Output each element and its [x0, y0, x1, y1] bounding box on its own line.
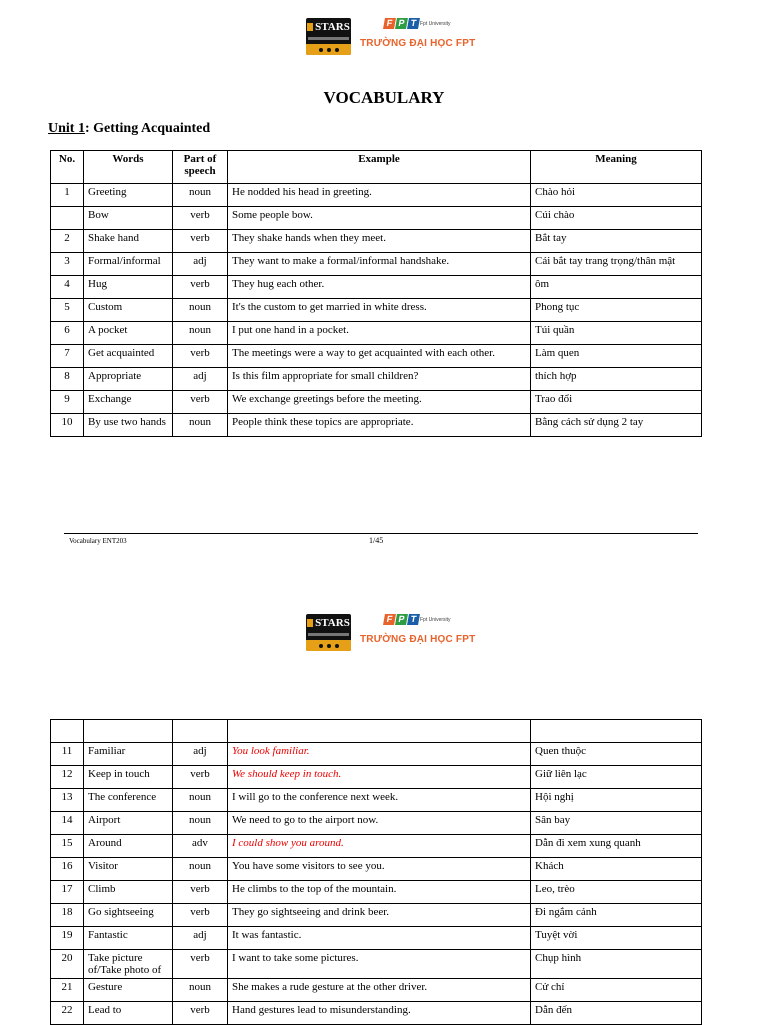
- cell-example: I will go to the conference next week.: [228, 789, 531, 812]
- cell-no: 4: [51, 276, 84, 299]
- fpt-letter-f: F: [383, 18, 396, 29]
- header-example: Example: [228, 151, 531, 184]
- footer-course-label: Vocabulary ENT203: [69, 537, 127, 545]
- cell-meaning: Chào hỏi: [531, 184, 702, 207]
- unit-heading: [48, 121, 210, 137]
- stars-logo-text-page-2: STARS: [315, 617, 350, 629]
- cell-no: 6: [51, 322, 84, 345]
- table-row: [51, 299, 702, 322]
- cell-word: Custom: [84, 299, 173, 322]
- cell-part-of-speech: verb: [173, 391, 228, 414]
- header-meaning: Meaning: [531, 151, 702, 184]
- cell-part-of-speech: verb: [173, 950, 228, 979]
- table-row: [51, 230, 702, 253]
- header-part-of-speech: Part of speech: [173, 151, 228, 184]
- table-row: [51, 322, 702, 345]
- cell-part-of-speech: verb: [173, 1002, 228, 1025]
- cell-meaning: Giữ liên lạc: [531, 766, 702, 789]
- cell-meaning: Bằng cách sử dụng 2 tay: [531, 414, 702, 437]
- table-row: [51, 766, 702, 789]
- cell-word: Bow: [84, 207, 173, 230]
- table-row: [51, 835, 702, 858]
- cell-no: 14: [51, 812, 84, 835]
- cell-no: 2: [51, 230, 84, 253]
- table-row: [51, 950, 702, 979]
- table-row: [51, 207, 702, 230]
- vocabulary-table-1: [50, 150, 702, 437]
- cell-meaning: Làm quen: [531, 345, 702, 368]
- cell-example: I could show you around.: [228, 835, 531, 858]
- cell-no: 15: [51, 835, 84, 858]
- cell-word: Appropriate: [84, 368, 173, 391]
- cell-example: Hand gestures lead to misunderstanding.: [228, 1002, 531, 1025]
- cell-example: She makes a rude gesture at the other driver.: [228, 979, 531, 1002]
- cell-word: Go sightseeing: [84, 904, 173, 927]
- cell-word: Hug: [84, 276, 173, 299]
- table-row: [51, 276, 702, 299]
- cell-example: I put one hand in a pocket.: [228, 322, 531, 345]
- cell-no: 8: [51, 368, 84, 391]
- cell-example: The meetings were a way to get acquainted with each other.: [228, 345, 531, 368]
- fpt-small-text: Fpt University: [420, 21, 451, 27]
- cell-meaning: Bắt tay: [531, 230, 702, 253]
- cell-no: 11: [51, 743, 84, 766]
- cell-no: 16: [51, 858, 84, 881]
- cell-no: 21: [51, 979, 84, 1002]
- cell-example: I want to take some pictures.: [228, 950, 531, 979]
- fpt-letter-t-page-2: T: [407, 614, 420, 625]
- cell-part-of-speech: verb: [173, 345, 228, 368]
- fpt-letter-p-page-2: P: [395, 614, 408, 625]
- cell-meaning: Chụp hình: [531, 950, 702, 979]
- cell-meaning: Túi quần: [531, 322, 702, 345]
- cell-word: Around: [84, 835, 173, 858]
- cell-meaning: Khách: [531, 858, 702, 881]
- cell-meaning: Hội nghị: [531, 789, 702, 812]
- cell-no: 9: [51, 391, 84, 414]
- cell-no: 12: [51, 766, 84, 789]
- table-row: [51, 812, 702, 835]
- cell-example: They hug each other.: [228, 276, 531, 299]
- cell-example: Some people bow.: [228, 207, 531, 230]
- cell-part-of-speech: noun: [173, 414, 228, 437]
- cell-no: 19: [51, 927, 84, 950]
- cell-meaning: Cử chỉ: [531, 979, 702, 1002]
- cell-word: Exchange: [84, 391, 173, 414]
- cell-no: 7: [51, 345, 84, 368]
- cell-part-of-speech: adj: [173, 368, 228, 391]
- table-row: [51, 881, 702, 904]
- cell-example: You look familiar.: [228, 743, 531, 766]
- table-row: [51, 368, 702, 391]
- cell-word: Familiar: [84, 743, 173, 766]
- cell-word: Airport: [84, 812, 173, 835]
- cell-word: Climb: [84, 881, 173, 904]
- cell-example: It's the custom to get married in white dress.: [228, 299, 531, 322]
- cell-example: You have some visitors to see you.: [228, 858, 531, 881]
- cell-part-of-speech: verb: [173, 276, 228, 299]
- cell-no: 5: [51, 299, 84, 322]
- cell-no: 18: [51, 904, 84, 927]
- cell-part-of-speech: noun: [173, 184, 228, 207]
- fpt-letter-p: P: [395, 18, 408, 29]
- stars-logo: [306, 18, 351, 55]
- table-row: [51, 979, 702, 1002]
- cell-part-of-speech: noun: [173, 789, 228, 812]
- cell-word: Gesture: [84, 979, 173, 1002]
- cell-meaning: thích hợp: [531, 368, 702, 391]
- cell-meaning: Dẫn đến: [531, 1002, 702, 1025]
- cell-word: Take picture of/Take photo of: [84, 950, 173, 979]
- cell-part-of-speech: adj: [173, 253, 228, 276]
- table-row: [51, 904, 702, 927]
- table-row: [51, 858, 702, 881]
- cell-no: 22: [51, 1002, 84, 1025]
- cell-no: 10: [51, 414, 84, 437]
- cell-example: They shake hands when they meet.: [228, 230, 531, 253]
- fpt-university-name-page-2: TRƯỜNG ĐẠI HỌC FPT: [360, 634, 476, 645]
- cell-no: [51, 207, 84, 230]
- cell-word: Get acquainted: [84, 345, 173, 368]
- cell-meaning: Cúi chào: [531, 207, 702, 230]
- cell-example: It was fantastic.: [228, 927, 531, 950]
- table-header-row: [51, 151, 702, 184]
- cell-word: Fantastic: [84, 927, 173, 950]
- fpt-logo-page-2: [358, 614, 476, 654]
- footer-divider: [64, 533, 698, 534]
- cell-word: Shake hand: [84, 230, 173, 253]
- cell-example: They want to make a formal/informal handshake.: [228, 253, 531, 276]
- cell-word: A pocket: [84, 322, 173, 345]
- cell-example: We should keep in touch.: [228, 766, 531, 789]
- cell-word: By use two hands: [84, 414, 173, 437]
- table-row: [51, 253, 702, 276]
- table-row: [51, 345, 702, 368]
- cell-part-of-speech: adv: [173, 835, 228, 858]
- cell-meaning: Cái bắt tay trang trọng/thân mật: [531, 253, 702, 276]
- stars-logo-page-2: [306, 614, 351, 651]
- cell-part-of-speech: verb: [173, 230, 228, 253]
- cell-meaning: Quen thuộc: [531, 743, 702, 766]
- cell-meaning: ôm: [531, 276, 702, 299]
- cell-meaning: Đi ngắm cảnh: [531, 904, 702, 927]
- cell-word: Visitor: [84, 858, 173, 881]
- cell-meaning: Leo, trèo: [531, 881, 702, 904]
- table-row: [51, 1002, 702, 1025]
- cell-no: 1: [51, 184, 84, 207]
- cell-part-of-speech: verb: [173, 207, 228, 230]
- cell-part-of-speech: noun: [173, 322, 228, 345]
- unit-label: Unit 1: [48, 121, 85, 136]
- unit-title: : Getting Acquainted: [84, 121, 211, 136]
- cell-example: They go sightseeing and drink beer.: [228, 904, 531, 927]
- cell-example: He nodded his head in greeting.: [228, 184, 531, 207]
- fpt-letter-f-page-2: F: [383, 614, 396, 625]
- table-row: [51, 743, 702, 766]
- header-logos: [0, 18, 768, 62]
- table-row: [51, 391, 702, 414]
- table-empty-header-row: [51, 720, 702, 743]
- cell-part-of-speech: noun: [173, 979, 228, 1002]
- vocabulary-table-2: [50, 719, 702, 1025]
- table-row: [51, 927, 702, 950]
- cell-part-of-speech: adj: [173, 743, 228, 766]
- header-logos-page-2: [0, 614, 768, 658]
- cell-example: People think these topics are appropriate.: [228, 414, 531, 437]
- cell-part-of-speech: adj: [173, 927, 228, 950]
- fpt-letter-t: T: [407, 18, 420, 29]
- fpt-university-name: TRƯỜNG ĐẠI HỌC FPT: [360, 38, 476, 49]
- cell-example: Is this film appropriate for small children?: [228, 368, 531, 391]
- cell-part-of-speech: noun: [173, 812, 228, 835]
- cell-example: We need to go to the airport now.: [228, 812, 531, 835]
- table-row: [51, 184, 702, 207]
- header-no: No.: [51, 151, 84, 184]
- cell-no: 20: [51, 950, 84, 979]
- cell-part-of-speech: noun: [173, 858, 228, 881]
- cell-example: We exchange greetings before the meeting.: [228, 391, 531, 414]
- cell-part-of-speech: noun: [173, 299, 228, 322]
- table-row: [51, 789, 702, 812]
- stars-logo-text: STARS: [315, 21, 350, 33]
- cell-word: The conference: [84, 789, 173, 812]
- cell-part-of-speech: verb: [173, 881, 228, 904]
- cell-no: 3: [51, 253, 84, 276]
- table-row: [51, 414, 702, 437]
- document-title: VOCABULARY: [323, 88, 445, 107]
- cell-word: Keep in touch: [84, 766, 173, 789]
- fpt-logo: [358, 18, 476, 58]
- cell-no: 17: [51, 881, 84, 904]
- cell-part-of-speech: verb: [173, 766, 228, 789]
- cell-no: 13: [51, 789, 84, 812]
- cell-meaning: Sân bay: [531, 812, 702, 835]
- cell-word: Formal/informal: [84, 253, 173, 276]
- header-words: Words: [84, 151, 173, 184]
- cell-part-of-speech: verb: [173, 904, 228, 927]
- cell-word: Greeting: [84, 184, 173, 207]
- cell-meaning: Phong tục: [531, 299, 702, 322]
- cell-word: Lead to: [84, 1002, 173, 1025]
- footer-page-number: 1/45: [369, 536, 384, 545]
- cell-meaning: Dẫn đi xem xung quanh: [531, 835, 702, 858]
- cell-meaning: Trao đổi: [531, 391, 702, 414]
- cell-example: He climbs to the top of the mountain.: [228, 881, 531, 904]
- cell-meaning: Tuyệt vời: [531, 927, 702, 950]
- fpt-small-text-page-2: Fpt University: [420, 617, 451, 623]
